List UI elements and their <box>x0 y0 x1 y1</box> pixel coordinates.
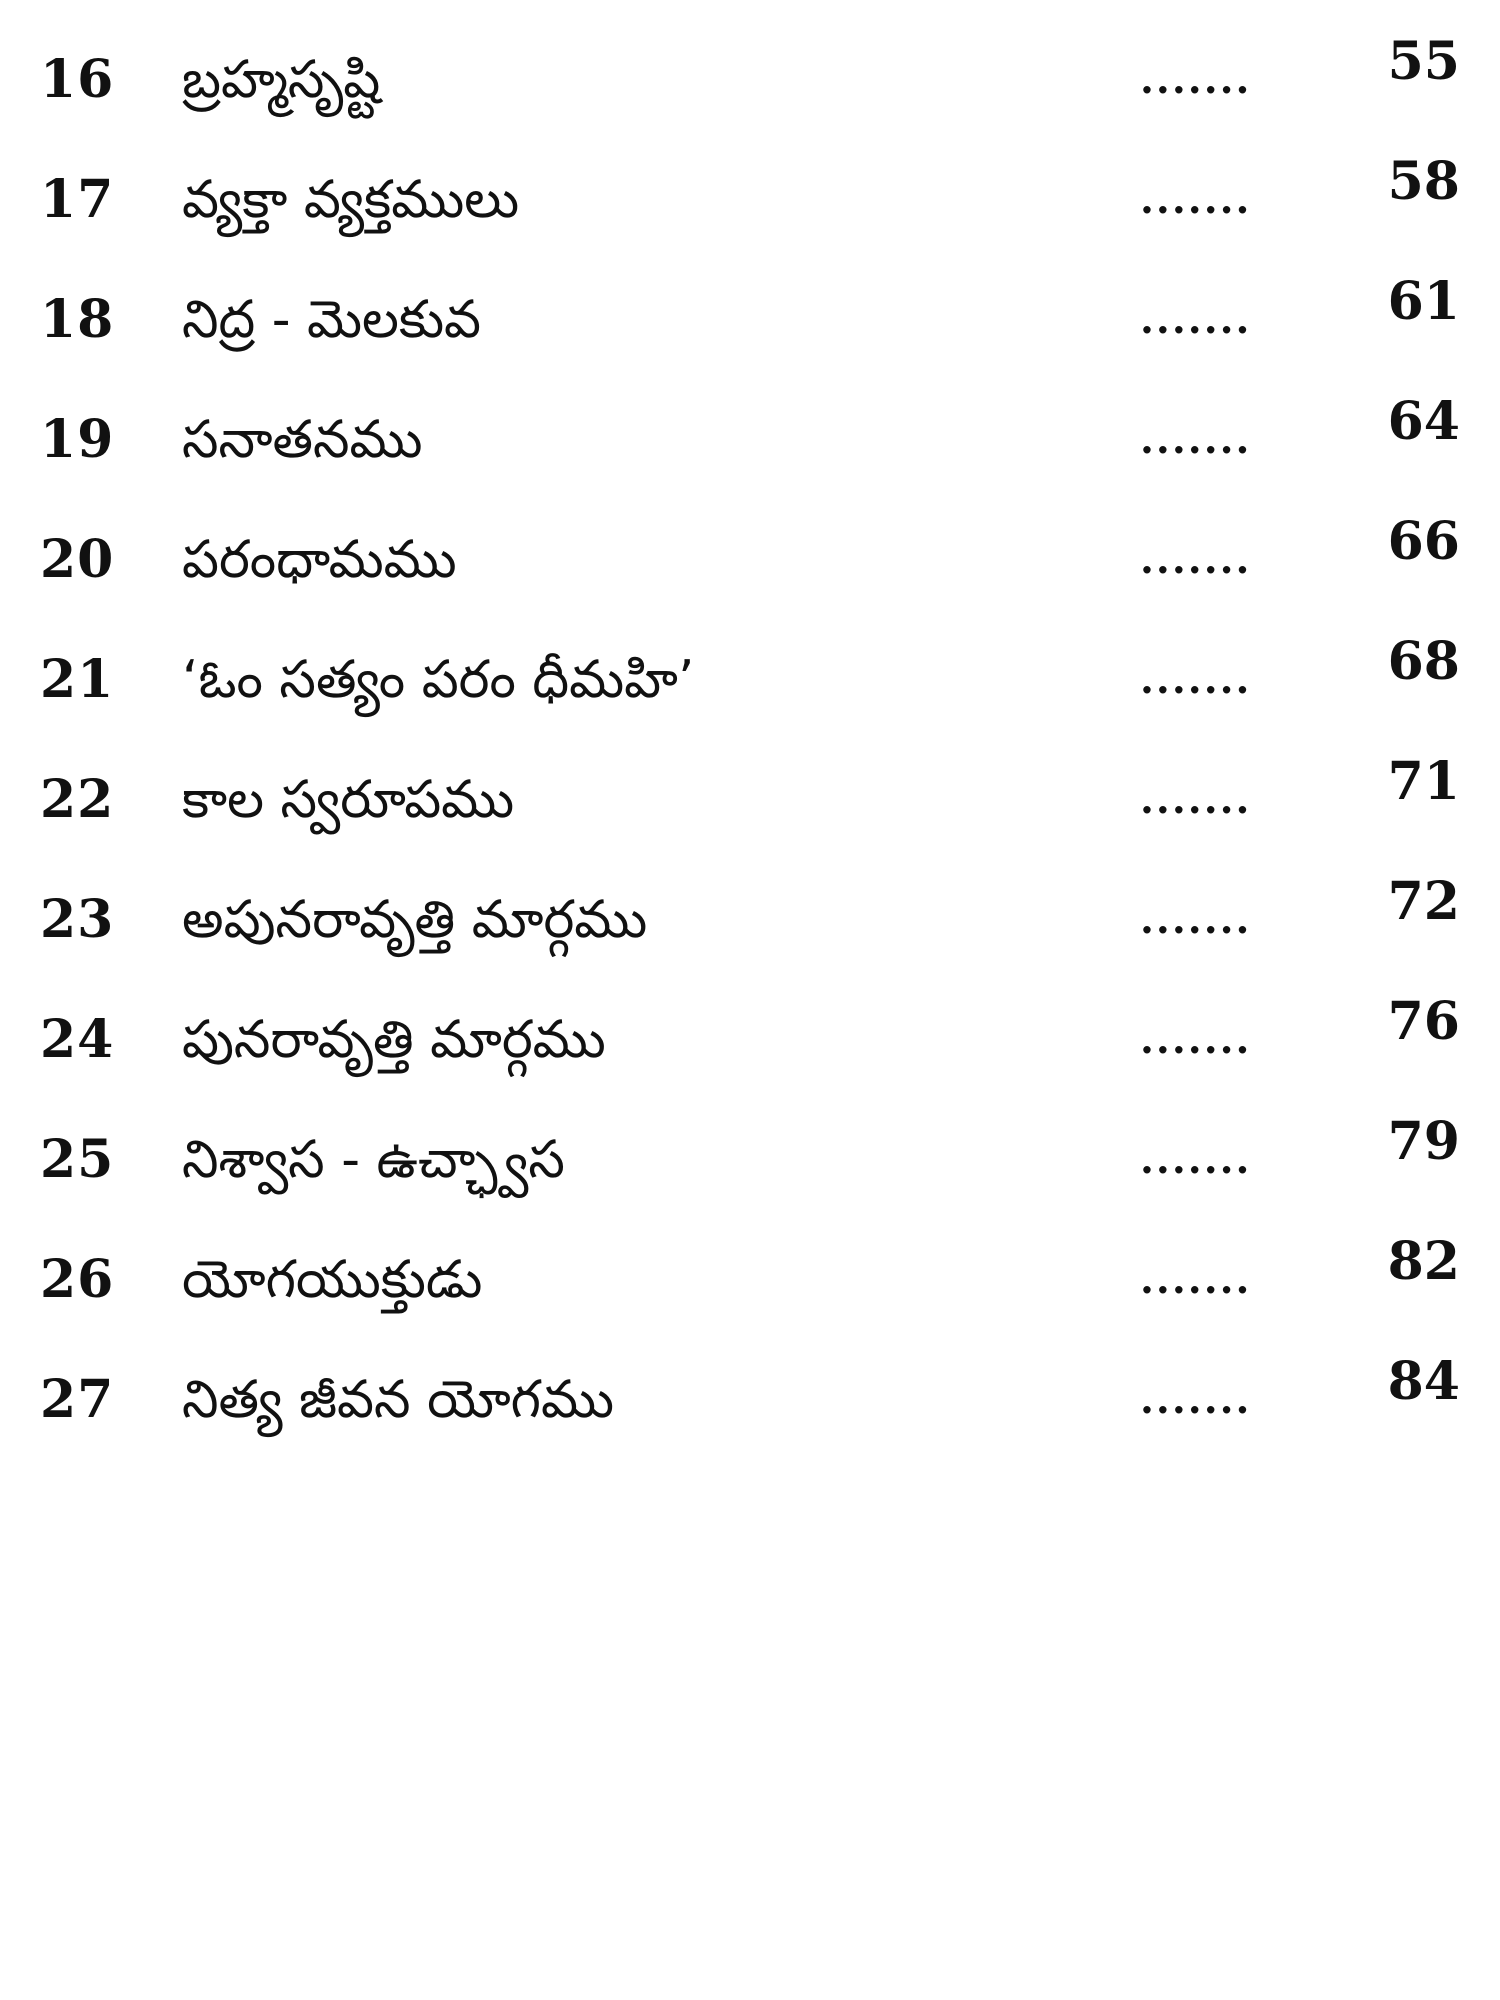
chapter-title: నిశ్వాస - ఉచ్ఛ్వాస <box>182 1130 565 1190</box>
toc-entry-22[interactable] <box>0 740 1500 860</box>
dot-leader: ....... <box>1140 896 1252 943</box>
dot-leader: ....... <box>1140 1376 1252 1423</box>
chapter-number: 20 <box>40 529 115 590</box>
chapter-number: 17 <box>40 169 115 230</box>
toc-entry-17[interactable] <box>0 140 1500 260</box>
dot-leader: ....... <box>1140 536 1252 583</box>
dot-leader: ....... <box>1140 296 1252 343</box>
toc-entry-25[interactable] <box>0 1100 1500 1220</box>
toc-entry-20[interactable] <box>0 500 1500 620</box>
chapter-title: నిత్య జీవన యోగము <box>182 1370 614 1430</box>
toc-entry-18[interactable] <box>0 260 1500 380</box>
page-number: 66 <box>1387 511 1460 572</box>
chapter-title: పునరావృత్తి మార్గము <box>182 1010 606 1070</box>
chapter-title: నిద్ర - మెలకువ <box>182 290 482 350</box>
page-number: 82 <box>1387 1231 1460 1292</box>
toc-entry-24[interactable] <box>0 980 1500 1100</box>
page-number: 58 <box>1387 151 1460 212</box>
page-number: 55 <box>1387 31 1460 92</box>
chapter-number: 25 <box>40 1129 115 1190</box>
dot-leader: ....... <box>1140 176 1252 223</box>
chapter-number: 21 <box>40 649 115 710</box>
chapter-number: 18 <box>40 289 115 350</box>
toc-entry-19[interactable] <box>0 380 1500 500</box>
chapter-number: 27 <box>40 1369 115 1430</box>
dot-leader: ....... <box>1140 1016 1252 1063</box>
chapter-title: కాల స్వరూపము <box>182 770 515 830</box>
chapter-number: 22 <box>40 769 115 830</box>
dot-leader: ....... <box>1140 56 1252 103</box>
chapter-title: యోగయుక్తుడు <box>182 1250 483 1310</box>
chapter-title: బ్రహ్మసృష్టి <box>182 50 381 110</box>
toc-entry-26[interactable] <box>0 1220 1500 1340</box>
chapter-number: 23 <box>40 889 115 950</box>
page-number: 84 <box>1387 1351 1460 1412</box>
dot-leader: ....... <box>1140 1136 1252 1183</box>
dot-leader: ....... <box>1140 656 1252 703</box>
dot-leader: ....... <box>1140 776 1252 823</box>
page-number: 61 <box>1387 271 1460 332</box>
page-number: 72 <box>1387 871 1460 932</box>
chapter-number: 24 <box>40 1009 115 1070</box>
page-number: 79 <box>1387 1111 1460 1172</box>
chapter-title: సనాతనము <box>182 410 423 470</box>
chapter-title: పరంధామము <box>182 530 457 590</box>
chapter-number: 16 <box>40 49 115 110</box>
chapter-title: వ్యక్తా వ్యక్తములు <box>182 170 520 230</box>
chapter-title: అపునరావృత్తి మార్గము <box>182 890 648 950</box>
toc-entry-16[interactable] <box>0 20 1500 140</box>
page-number: 64 <box>1387 391 1460 452</box>
dot-leader: ....... <box>1140 1256 1252 1303</box>
chapter-number: 19 <box>40 409 115 470</box>
dot-leader: ....... <box>1140 416 1252 463</box>
toc-entry-27[interactable] <box>0 1340 1500 1460</box>
toc-entry-23[interactable] <box>0 860 1500 980</box>
chapter-number: 26 <box>40 1249 115 1310</box>
page-number: 68 <box>1387 631 1460 692</box>
page-number: 71 <box>1387 751 1460 812</box>
page-number: 76 <box>1387 991 1460 1052</box>
toc-entry-21[interactable] <box>0 620 1500 740</box>
chapter-title: ‘ఓం సత్యం పరం ధీమహి’ <box>182 650 695 710</box>
